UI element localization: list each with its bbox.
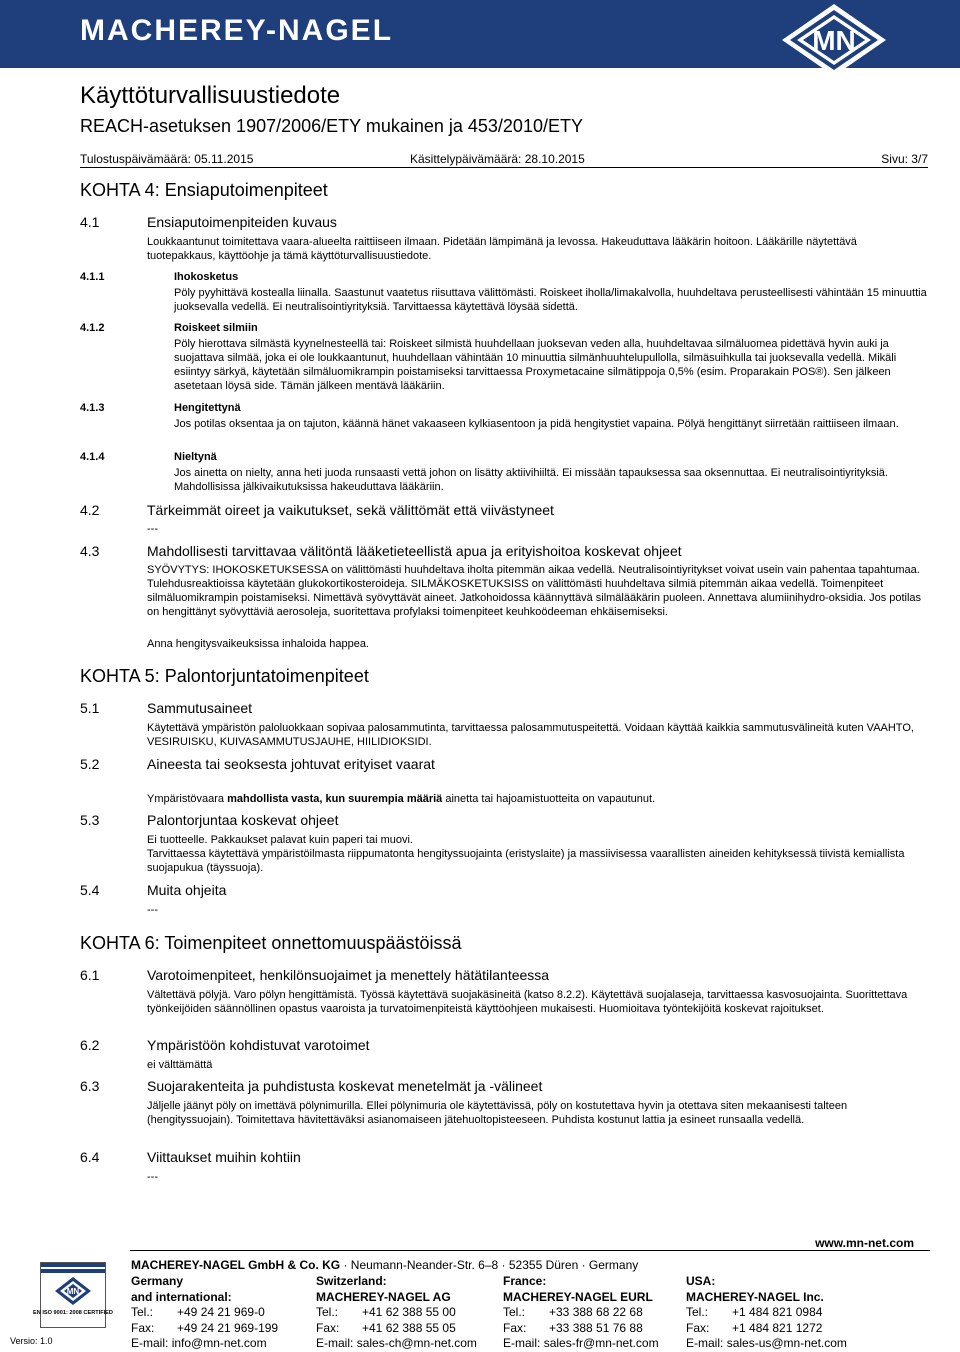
- section-4-1-1-text: Pöly pyyhittävä kostealla liinalla. Saastunut vaatetus riisuttava välittömästi. Roiskeet iholla/limakalvolla, huuhdeltava perusteellisesti vähintään 15 minuuttia juoksevalla vedellä. Ei neutralisointiyrityksiä. Tarvittaessa käytettävä löysää sidettä.: [174, 287, 927, 313]
- section-4-3-text-2: Anna hengitysvaikeuksissa inhaloida happea.: [147, 638, 369, 650]
- footer-url[interactable]: www.mn-net.com: [815, 1236, 914, 1250]
- section-4-2-title: Tärkeimmät oireet ja vaikutukset, sekä välittömät että viivästyneet: [147, 502, 554, 518]
- svg-text:MN: MN: [66, 1287, 80, 1296]
- section-5-2-num: 5.2: [80, 756, 100, 772]
- document-title: Käyttöturvallisuustiedote: [80, 82, 341, 109]
- section-5-4-title: Muita ohjeita: [147, 882, 227, 898]
- section-6-1-title: Varotoimenpiteet, henkilönsuojaimet ja menettely hätätilanteessa: [147, 967, 550, 983]
- email-germany[interactable]: info@mn-net.com: [171, 1336, 267, 1350]
- section-4-3-title: Mahdollisesti tarvittavaa välitöntä lääketieteellistä apua ja erityishoitoa koskevat ohjeet: [147, 543, 682, 559]
- section-4-1-2-num: 4.1.2: [80, 322, 105, 334]
- cert-text: EN ISO 9001: 2008 CERTIFIED: [33, 1310, 113, 1316]
- section-5-1-num: 5.1: [80, 700, 100, 716]
- section-4-2-text: ---: [147, 523, 158, 535]
- section-6-2-num: 6.2: [80, 1037, 100, 1053]
- section-6-3-text: Jäljelle jäänyt pöly on imettävä pölynimurilla. Ellei pölynimuria ole käytettävissä, pöly on kostutettava hyvin ja otettava siten mekaanisesti talteen (hengityssuojain). Toimitettava hävitettäväksi asianomaiseen jätehuoltopisteeseen. Puhdista kostunut lattia ja esineet runsaalla vedellä.: [147, 1100, 848, 1126]
- section-4-1-4-text: Jos ainetta on nielty, anna heti juoda runsaasti vettä johon on lisätty aktiivihiiltä. Ei missään tapauksessa saa oksennuttaa. Ei neutralisointiyrityksiä. Mahdollisissa jälkivaikutuksissa hakeuduttava lääkäriin.: [174, 467, 888, 493]
- section-5-4-text: ---: [147, 904, 158, 916]
- section-6-4-title: Viittaukset muihin kohtiin: [147, 1149, 301, 1165]
- mn-logo-icon: [778, 2, 890, 78]
- footer-company-name: MACHEREY-NAGEL GmbH & Co. KG: [131, 1258, 341, 1272]
- iso-certificate-icon: [33, 1263, 113, 1327]
- section-4-title: KOHTA 4: Ensiaputoimenpiteet: [80, 180, 328, 200]
- section-4-1-num: 4.1: [80, 214, 100, 230]
- section-4-1-3-title: Hengitettynä: [174, 402, 241, 414]
- section-5-title: KOHTA 5: Palontorjuntatoimenpiteet: [80, 666, 369, 686]
- section-5-1-title: Sammutusaineet: [147, 700, 253, 716]
- section-5-1-text: Käytettävä ympäristön paloluokkaan sopivaa palosammutinta, tarvittaessa palosammutuspeitettä. Voidaan käyttää kaikkia sammutusvälineitä kuten VAAHTO, VESIRUISKU, KUIVASAMMUTUSJAUHE, HIILIDIOKSIDI.: [147, 722, 914, 748]
- footer-contact-germany: Germany and international: Tel.: +49 24 21 969-0 Fax: +49 24 21 969-199 E-mail: info@mn-net.com: [131, 1274, 279, 1350]
- logo-text: MN: [812, 25, 856, 56]
- page-number: Sivu: 3/7: [881, 152, 928, 166]
- section-4-3-text: SYÖVYTYS: IHOKOSKETUKSESSA on välittömästi huuhdeltava iholta pitemmän aikaa vedellä. Neutralisointiyritykset voivat usein vain pahentaa tapahtumaa. Tulehdusreaktioissa käytetään glukokortikosteroideja. SILMÄKOSKETUKSISS on välittömästi huuhdeltava silmiä pitemmän aikaa vedellä. Toimenpiteet silmäluomikrampin poistamiseksi. Nimettävä syövyttävät aineet. Jatkohoidossa käännyttävä silmälääkärin puoleen. Annettava alumiinihydro-oksidia. Jos potilas on hengittänyt syövyttäviä aerosoleja, suoritettava profylaksi toimenpiteet keuhkoödeeman ehkäisemiseksi.: [147, 564, 922, 618]
- section-4-2-num: 4.2: [80, 502, 100, 518]
- footer-divider: [130, 1250, 930, 1251]
- meta-row: [80, 152, 928, 168]
- section-6-1-num: 6.1: [80, 967, 100, 983]
- email-usa[interactable]: sales-us@mn-net.com: [726, 1336, 847, 1350]
- section-6-3-title: Suojarakenteita ja puhdistusta koskevat menetelmät ja -välineet: [147, 1078, 543, 1094]
- section-5-3-text: Ei tuotteelle. Pakkaukset palavat kuin paperi tai muovi.: [147, 834, 413, 846]
- section-5-4-num: 5.4: [80, 882, 100, 898]
- edit-date: Käsittelypäivämäärä: 28.10.2015: [410, 152, 585, 166]
- section-4-1-title: Ensiaputoimenpiteiden kuvaus: [147, 214, 337, 230]
- document-subtitle: REACH-asetuksen 1907/2006/ETY mukainen ja 453/2010/ETY: [80, 116, 583, 136]
- section-5-2-emphasis: mahdollista vasta, kun suurempia määriä: [227, 793, 443, 805]
- section-6-2-text: ei välttämättä: [147, 1059, 213, 1071]
- version-label: Versio: 1.0: [10, 1336, 53, 1346]
- section-4-1-3-num: 4.1.3: [80, 402, 105, 414]
- section-4-1-4-num: 4.1.4: [80, 451, 105, 463]
- print-date: Tulostuspäivämäärä: 05.11.2015: [80, 152, 254, 166]
- section-5-2-title: Aineesta tai seoksesta johtuvat erityiset vaarat: [147, 756, 435, 772]
- footer-address: · Neumann-Neander-Str. 6–8 · 52355 Düren · Germany: [340, 1258, 639, 1272]
- section-4-1-1-num: 4.1.1: [80, 271, 105, 283]
- section-4-1-2-title: Roiskeet silmiin: [174, 322, 258, 334]
- section-6-3-num: 6.3: [80, 1078, 100, 1094]
- section-4-1-text: Loukkaantunut toimitettava vaara-alueelta raittiiseen ilmaan. Pidetään lämpimänä ja levossa. Hakeuduttava lääkärin hoitoon. Lääkärille näytettävä tuotepakkaus, käyttöohje ja tämä käyttöturvallisuustiedote.: [147, 236, 857, 262]
- section-5-3-title: Palontorjuntaa koskevat ohjeet: [147, 812, 339, 828]
- section-4-1-1-title: Ihokosketus: [174, 271, 239, 283]
- section-6-2-title: Ympäristöön kohdistuvat varotoimet: [147, 1037, 370, 1053]
- section-5-3-text-2: Tarvittaessa käytettävä ympäristöilmasta riippumatonta hengityssuojainta (eristyslaite) ja massiivisessa vaarallisten aineiden kehityksessä tiivistä kemiallista suojapukua (täyssuoja).: [147, 848, 905, 874]
- section-4-1-2-text: Pöly hierottava silmästä kyynelnesteellä tai: Roiskeet silmistä huuhdellaan juoksevan veden alla, huuhdeltavaa silmäluomea pidettävä hyvin auki ja suojattava silmää, joka ei ole loukkaantunut, huuhdellaan vähintään 10 minuuttia silmänhuuhtelupullolla, silmäsuihkulla tai juoksevalla vedellä. Mikäli esiintyy särkyä, käytetään silmäluomikrampin poistamiseksi tarvittaessa Proxymetacaine silmätippoja 0,5% (esim. Proparakain POS®). Sen jälkeen asetetaan löysä side. Tämän jälkeen mentävä lääkäriin.: [174, 338, 897, 392]
- section-5-2-text: Ympäristövaara mahdollista vasta, kun suurempia määriä ainetta tai hajoamistuotteita on vapautunut.: [147, 793, 656, 805]
- email-switzerland[interactable]: sales-ch@mn-net.com: [356, 1336, 477, 1350]
- section-4-1-4-title: Nieltynä: [174, 451, 217, 463]
- email-france[interactable]: sales-fr@mn-net.com: [543, 1336, 659, 1350]
- footer-contact-switzerland: Switzerland: MACHEREY-NAGEL AG Tel.: +41 62 388 55 00 Fax: +41 62 388 55 05 E-mail: sales-ch@mn-net.com: [316, 1274, 477, 1350]
- section-6-4-text: ---: [147, 1171, 158, 1183]
- section-4-1-3-text: Jos potilas oksentaa ja on tajuton, käännä hänet vakaaseen kylkiasentoon ja pidä hengitystiet vapaina. Pölyä hengittänyt siirretään raittiiseen ilmaan.: [174, 418, 899, 430]
- section-5-3-num: 5.3: [80, 812, 100, 828]
- iso-certification-badge: [33, 1262, 113, 1328]
- section-4-3-num: 4.3: [80, 543, 100, 559]
- footer-contact-usa: USA: MACHEREY-NAGEL Inc. Tel.: +1 484 821 0984 Fax: +1 484 821 1272 E-mail: sales-us@mn-net.com: [686, 1274, 847, 1350]
- section-6-title: KOHTA 6: Toimenpiteet onnettomuuspäästöissä: [80, 933, 462, 953]
- footer-contact-france: France: MACHEREY-NAGEL EURL Tel.: +33 388 68 22 68 Fax: +33 388 51 76 88 E-mail: sales-fr@mn-net.com: [503, 1274, 659, 1350]
- section-6-1-text: Vältettävä pölyjä. Varo pölyn hengittämistä. Työssä käytettävä suojakäsineitä (katso 8.2.2). Käytettävä suojalaseja, tarvittaessa kasvosuojainta. Suorittettava työnkeijöiden säännöllinen opastus vaaroista ja turvatoimenpiteistä käyttöohjeen mukaisesti. Huomioitava työntekijöitä koskevat rajoitukset.: [147, 989, 908, 1015]
- section-6-4-num: 6.4: [80, 1149, 100, 1165]
- footer-company-line: [131, 1258, 638, 1272]
- brand-name: MACHEREY-NAGEL: [80, 14, 394, 47]
